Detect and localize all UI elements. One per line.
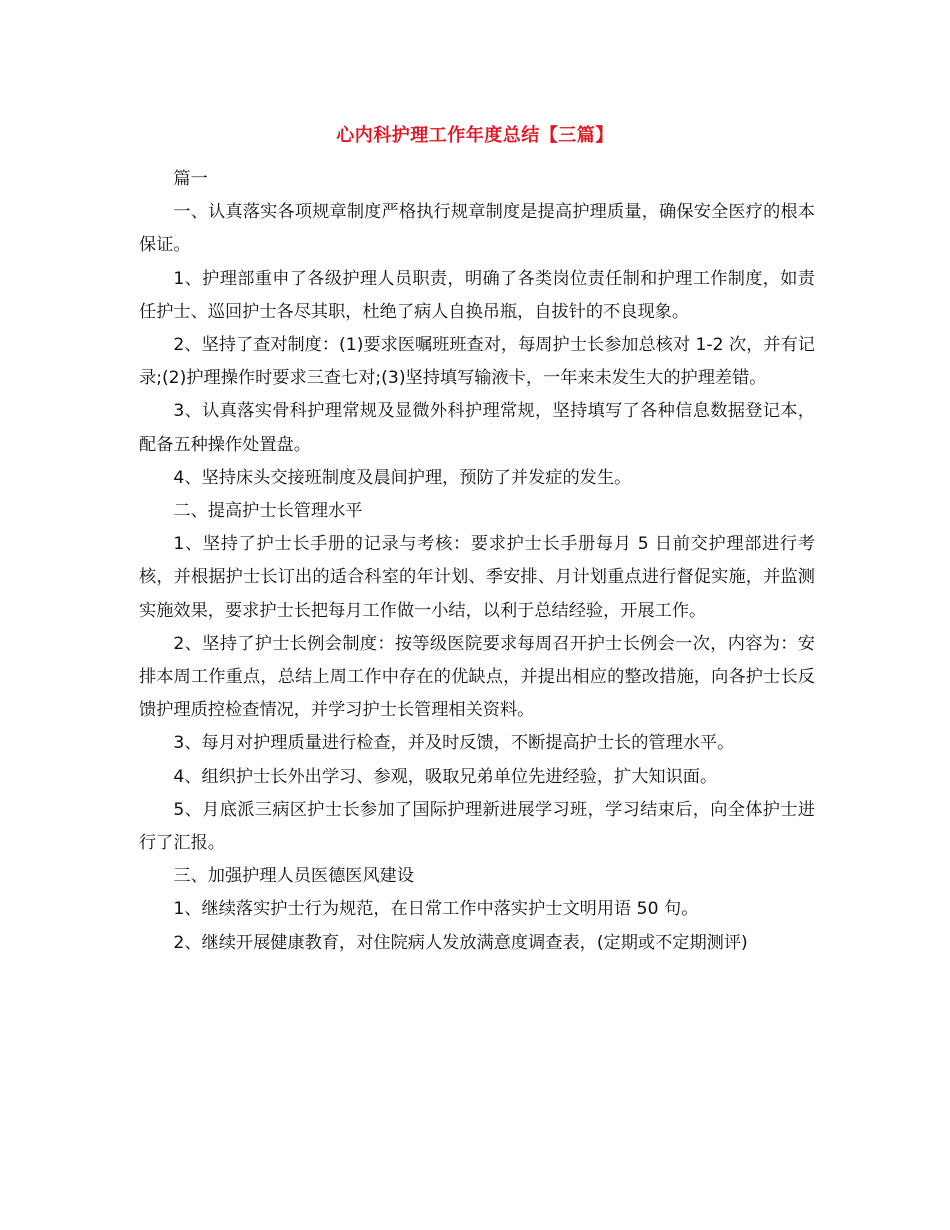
paragraph-item-1-4: 4、坚持床头交接班制度及晨间护理，预防了并发症的发生。 bbox=[173, 467, 632, 488]
paragraph-section-two-heading: 二、提高护士长管理水平 bbox=[173, 501, 363, 522]
paragraph-section-three-heading: 三、加强护理人员医德医风建设 bbox=[173, 866, 415, 887]
paragraph-item-2-1: 1、坚持了护士长手册的记录与考核：要求护士长手册每月 5 日前交护理部进行考核，并根据护士长订出的适合科室的年计划、季安排、月计划重点进行督促实施，并监测实施效果，要求护士长把每月工作做一小结，以利于总结经验，开展工作。 bbox=[139, 534, 815, 621]
paragraph-item-3-2: 2、继续开展健康教育，对住院病人发放满意度调查表，(定期或不定期测评) bbox=[173, 932, 748, 953]
paragraph-item-3-1: 1、继续落实护士行为规范，在日常工作中落实护士文明用语 50 句。 bbox=[173, 899, 699, 920]
paragraph-section-one-heading: 一、认真落实各项规章制度严格执行规章制度是提高护理质量，确保安全医疗的根本保证。 bbox=[139, 202, 815, 256]
paragraph-item-2-5: 5、月底派三病区护士长参加了国际护理新进展学习班，学习结束后，向全体护士进行了汇报。 bbox=[139, 799, 815, 854]
paragraph-item-1-2: 2、坚持了查对制度：(1)要求医嘱班班查对，每周护士长参加总核对 1-2 次，并有记录;(2)护理操作时要求三查七对;(3)坚持填写输液卡，一年来未发生大的护理差错。 bbox=[139, 335, 815, 389]
paragraph-item-1-1: 1、护理部重申了各级护理人员职责，明确了各类岗位责任制和护理工作制度，如责任护士、巡回护士各尽其职，杜绝了病人自换吊瓶，自拔针的不良现象。 bbox=[139, 268, 815, 322]
paragraph-item-2-3: 3、每月对护理质量进行检查，并及时反馈，不断提高护士长的管理水平。 bbox=[173, 733, 735, 754]
section-heading-part-one: 篇一 bbox=[173, 169, 208, 189]
document-title: 心内科护理工作年度总结【三篇】 bbox=[336, 125, 614, 146]
paragraph-item-1-3: 3、认真落实骨科护理常规及显微外科护理常规，坚持填写了各种信息数据登记本，配备五种操作处置盘。 bbox=[139, 401, 815, 455]
paragraph-item-2-4: 4、组织护士长外出学习、参观，吸取兄弟单位先进经验，扩大知识面。 bbox=[173, 766, 718, 787]
paragraph-item-2-2: 2、坚持了护士长例会制度：按等级医院要求每周召开护士长例会一次，内容为：安排本周工作重点，总结上周工作中存在的优缺点，并提出相应的整改措施，向各护士长反馈护理质控检查情况，并学习护士长管理相关资料。 bbox=[139, 633, 815, 721]
document-body bbox=[139, 163, 815, 960]
